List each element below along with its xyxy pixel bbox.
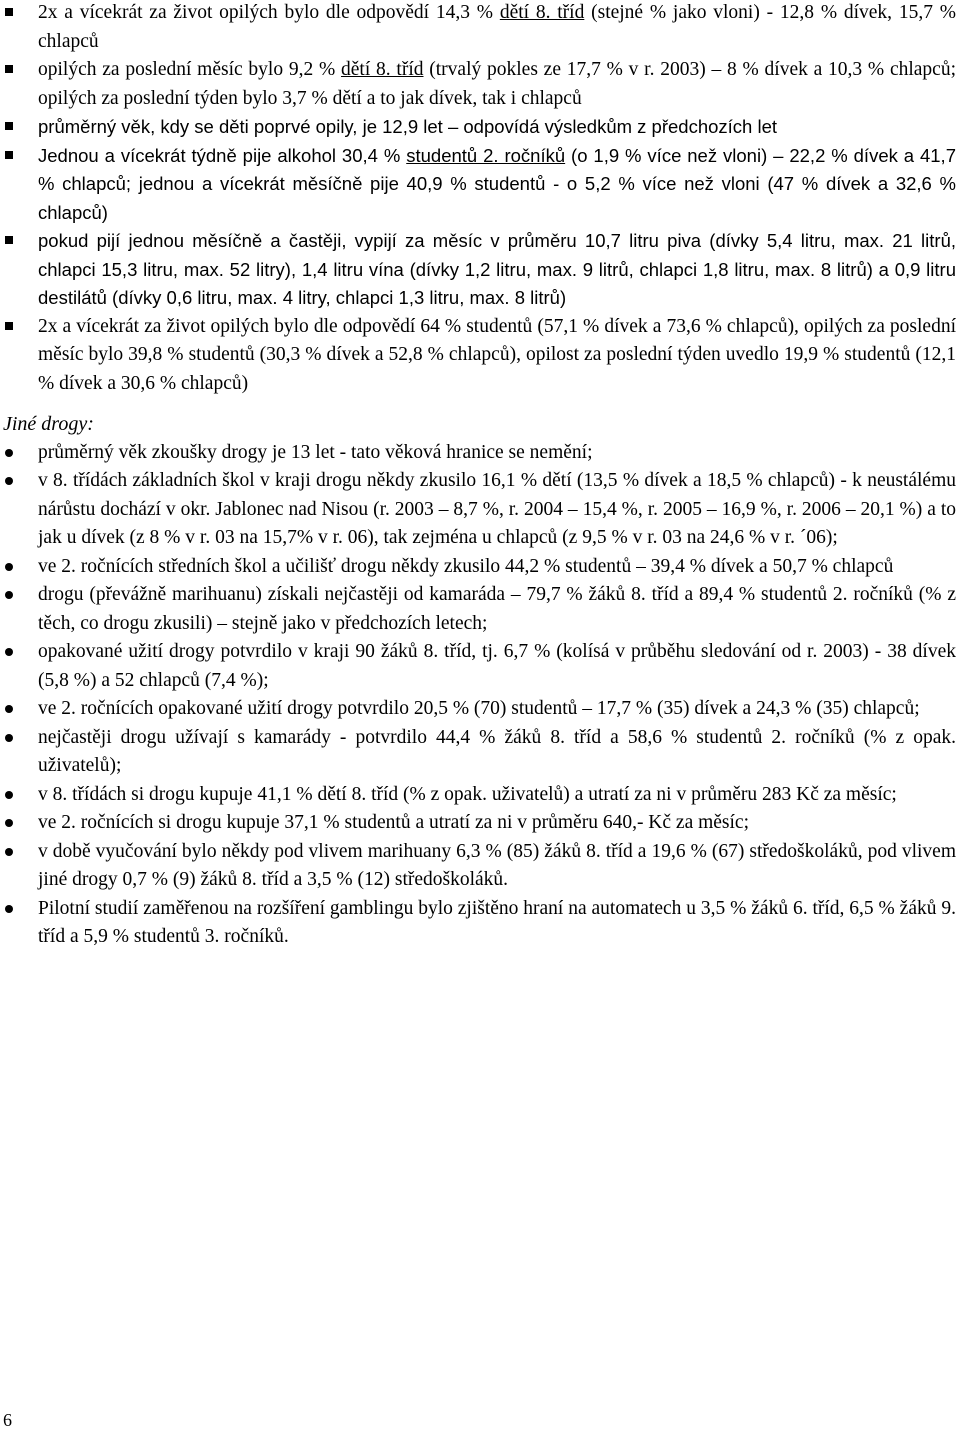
list-item-text: v době vyučování bylo někdy pod vlivem marihuany 6,3 % (85) žáků 8. tříd a 19,6 % (67) středoškoláků, pod vlivem jiné drogy 0,7 % (9) žáků 8. tříd a 3,5 % (12) středoškoláků. (38, 840, 956, 890)
list-item-text: v 8. třídách základních škol v kraji drogu někdy zkusilo 16,1 % dětí (13,5 % dívek a 18,5 % chlapců) - k neustálému nárůstu dochází v okr. Jablonec nad Nisou (r. 2003 – 8,7 %, r. 2004 – 15,4 %, r. 2005 – 16,9 %, r. 2006 – 20,1 %) a to jak u dívek (z 8 % v r. 03 na 15,7% v r. 06), tak zejména u chlapců (z 9,5 % v r. 03 na 24,6 % v r. ´06); (38, 470, 956, 548)
list-item-text: průměrný věk zkoušky drogy je 13 let - tato věková hranice se nemění; (38, 441, 593, 463)
list-item (0, 56, 960, 113)
list-item (0, 467, 960, 553)
square-bullet-icon (5, 122, 13, 130)
list-item (0, 895, 960, 952)
round-bullet-icon (5, 705, 13, 713)
drugs-list (0, 439, 960, 952)
round-bullet-icon (5, 449, 13, 457)
list-item-text: ve 2. ročnících si drogu kupuje 37,1 % studentů a utratí za ni v průměru 640,- Kč za měsíc; (38, 812, 750, 833)
list-item (0, 553, 960, 582)
list-item (0, 695, 960, 724)
list-item-text: nejčastěji drogu užívají s kamarády - potvrdilo 44,4 % žáků 8. tříd a 58,6 % studentů 2. ročníků (% z opak. uživatelů); (38, 726, 956, 776)
round-bullet-icon (5, 819, 13, 827)
round-bullet-icon (5, 734, 13, 742)
list-item-text: Pilotní studií zaměřenou na rozšíření gamblingu bylo zjištěno hraní na automatech u 3,5 % žáků 6. tříd, 6,5 % žáků 9. tříd a 5,9 % studentů 3. ročníků. (38, 897, 956, 947)
list-item-text: ve 2. ročnících středních škol a učilišť drogu někdy zkusilo 44,2 % studentů – 39,4 % dívek a 50,7 % chlapců (38, 555, 894, 577)
list-item-text: 2x a vícekrát za život opilých bylo dle odpovědí 14,3 % (38, 2, 500, 23)
list-item-text: pokud pijí jednou měsíčně a častěji, vypijí za měsíc v průměru 10,7 litru piva (dívky 5,4 litru, max. 21 litrů, chlapci 15,3 litru, max. 52 litry), 1,4 litru vína (dívky 1,2 litru, max. 9 litrů, chlapci 1,8 litru, max. 8 litrů) a 0,9 litru destilátů (dívky 0,6 litru, max. 4 litry, chlapci 1,3 litru, max. 8 litrů) (38, 230, 956, 308)
list-item-text: průměrný věk, kdy se děti poprvé opily, je 12,9 let – odpovídá výsledkům z předchozích let (38, 116, 778, 137)
list-item-text: opilých za poslední měsíc bylo 9,2 % (38, 59, 342, 80)
list-item (0, 439, 960, 468)
list-item (0, 781, 960, 810)
page-number: 6 (3, 1410, 12, 1430)
round-bullet-icon (5, 648, 13, 656)
list-item-text: Jednou a vícekrát týdně pije alkohol 30,4 % (38, 144, 407, 166)
round-bullet-icon (5, 477, 13, 485)
round-bullet-icon (5, 563, 13, 571)
list-item (0, 809, 960, 838)
underlined-text: dětí 8. tříd (341, 59, 424, 80)
square-bullet-icon (5, 65, 13, 73)
list-item (0, 313, 960, 399)
list-item-text: drogu (převážně marihuanu) získali nejčastěji od kamaráda – 79,7 % žáků 8. tříd a 89,4 % studentů 2. ročníků (% z těch, co drogu zkusili) – stejně jako v předchozích letech; (38, 584, 956, 634)
round-bullet-icon (5, 791, 13, 799)
alcohol-list (0, 0, 960, 398)
list-item (0, 227, 960, 313)
list-item (0, 0, 960, 56)
list-item (0, 838, 960, 895)
list-item (0, 638, 960, 695)
square-bullet-icon (5, 322, 13, 330)
list-item (0, 113, 960, 142)
list-item (0, 142, 960, 228)
underlined-text: dětí 8. tříd (499, 2, 585, 23)
round-bullet-icon (5, 591, 13, 599)
square-bullet-icon (5, 8, 13, 16)
list-item-text: 2x a vícekrát za život opilých bylo dle odpovědí 64 % studentů (57,1 % dívek a 73,6 % chlapců), opilých za poslední měsíc bylo 39,8 % studentů (30,3 % dívek a 52,8 % chlapců), opilost za poslední týden uvedlo 19,9 % studentů (12,1 % dívek a 30,6 % chlapců) (38, 315, 956, 394)
list-item-text: v 8. třídách si drogu kupuje 41,1 % dětí 8. tříd (% z opak. uživatelů) a utratí za ni v průměru 283 Kč za měsíc; (38, 783, 897, 805)
list-item-text: ve 2. ročnících opakované užití drogy potvrdilo 20,5 % (70) studentů – 17,7 % (35) dívek a 24,3 % (35) chlapců; (38, 698, 920, 719)
round-bullet-icon (5, 848, 13, 856)
list-item-text: (trvalý pokles ze 17,7 % v r. 2003) – 8 % dívek a 10,3 % chlapců; opilých za poslední týden bylo 3,7 % dětí a to jak dívek, tak i chlapců (38, 59, 956, 109)
square-bullet-icon (5, 151, 13, 159)
list-item (0, 724, 960, 781)
list-item-text: opakované užití drogy potvrdilo v kraji 90 žáků 8. tříd, tj. 6,7 % (kolísá v průběhu sledování od r. 2003) - 38 dívek (5,8 %) a 52 chlapců (7,4 %); (38, 641, 956, 691)
square-bullet-icon (5, 236, 13, 244)
list-item-text: (stejné % jako vloni) - 12,8 % dívek, 15,7 % chlapců (38, 2, 956, 52)
list-item (0, 581, 960, 638)
round-bullet-icon (5, 905, 13, 913)
section-heading: Jiné drogy: (3, 413, 94, 435)
underlined-text: studentů 2. ročníků (406, 144, 566, 166)
list-item-text: (o 1,9 % více než vloni) – 22,2 % dívek a 41,7 % chlapců; jednou a vícekrát měsíčně pije 40,9 % studentů - o 5,2 % více než vloni (47 % dívek a 32,6 % chlapců) (38, 144, 956, 223)
